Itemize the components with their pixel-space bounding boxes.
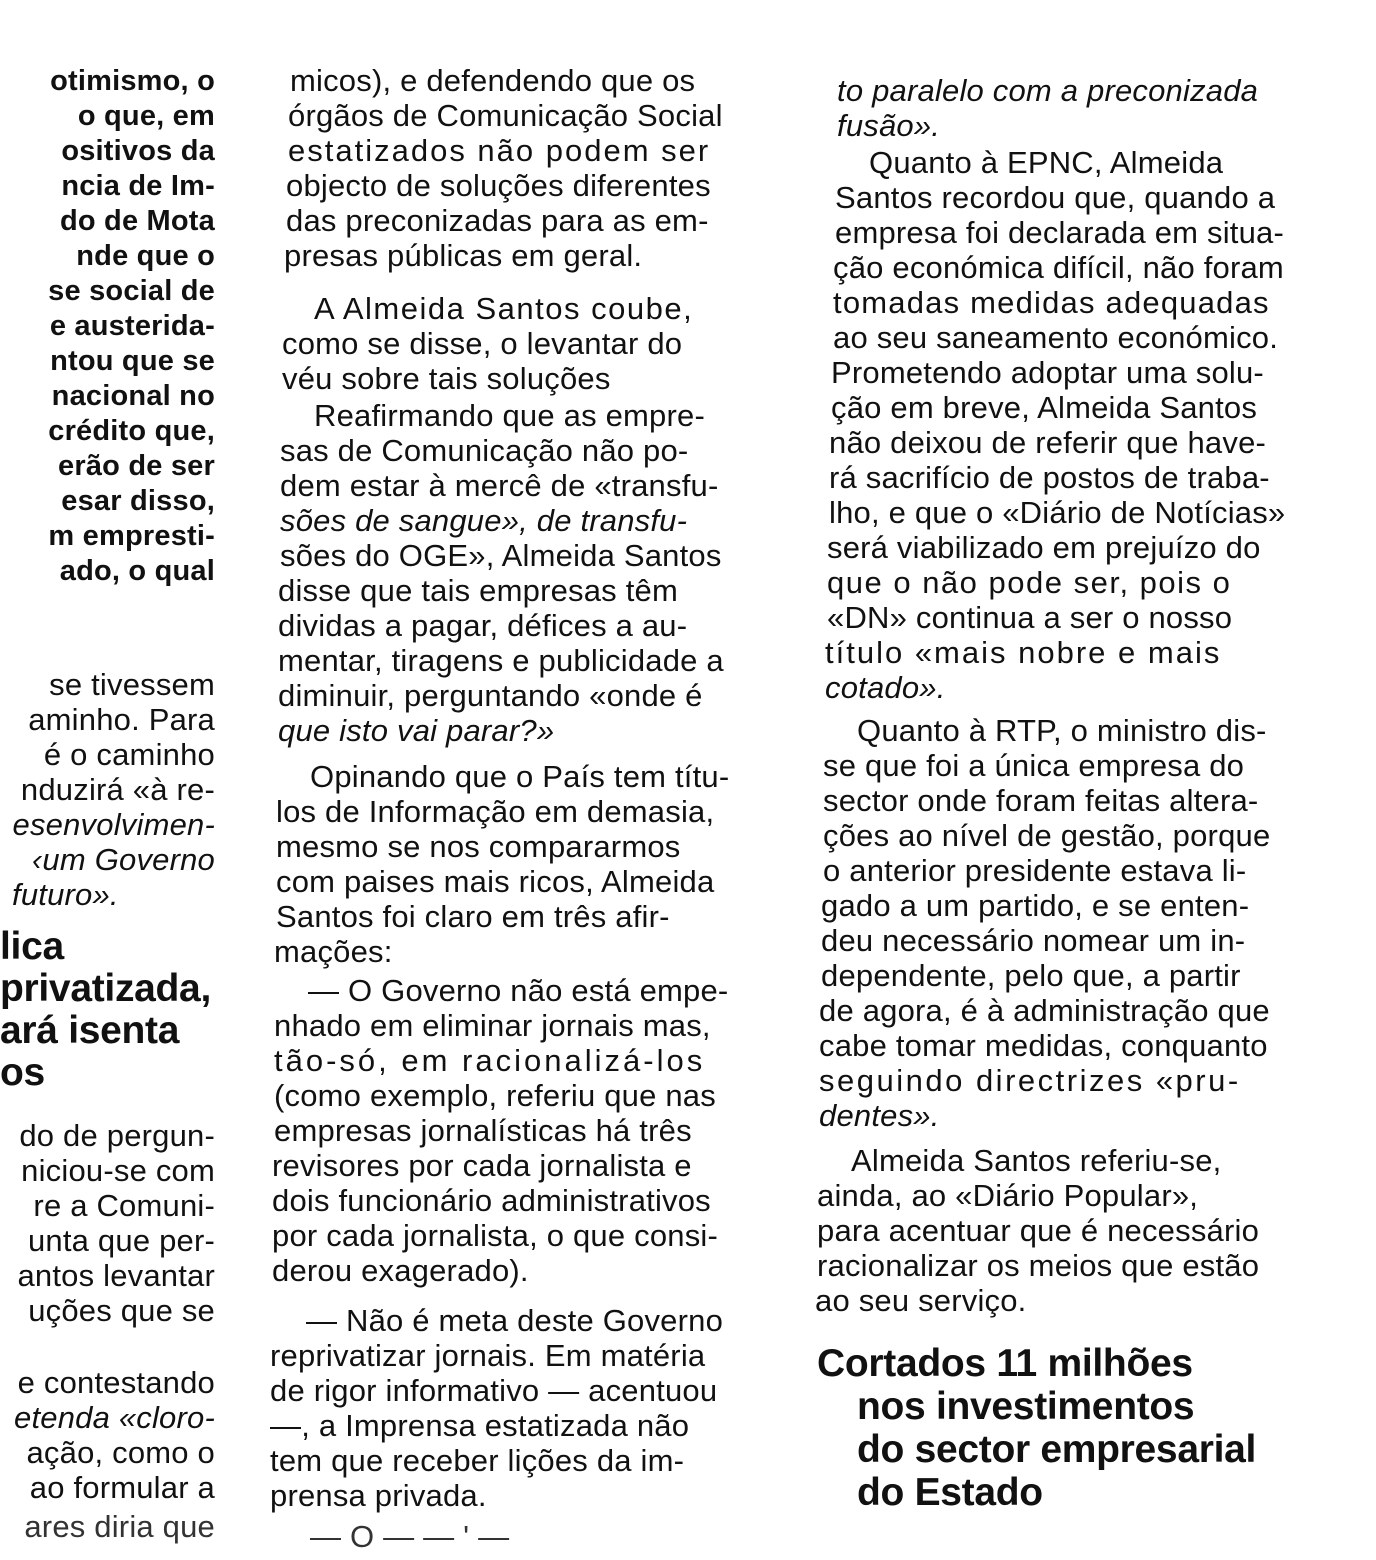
text-line: gado a um partido, e se enten- bbox=[821, 888, 1250, 923]
text-line: ao formular a bbox=[29, 1470, 215, 1505]
text-line: disse que tais empresas têm bbox=[278, 573, 678, 608]
text-line: derou exagerado). bbox=[272, 1253, 529, 1288]
text-line: futuro». bbox=[12, 877, 119, 912]
text-line: nduzirá «à re- bbox=[20, 772, 215, 807]
lead-line: o que, em bbox=[77, 100, 215, 132]
text-line: ções ao nível de gestão, porque bbox=[823, 818, 1271, 853]
text-line: que isto vai parar?» bbox=[278, 713, 555, 748]
text-line: Prometendo adoptar uma solu- bbox=[831, 355, 1264, 390]
text-line: por cada jornalista, o que consi- bbox=[272, 1218, 719, 1253]
text-line: antos levantar bbox=[17, 1258, 215, 1293]
text-line: do de pergun- bbox=[19, 1118, 215, 1153]
lead-line: ncia de Im- bbox=[61, 170, 215, 202]
text-line: ção económica difícil, não foram bbox=[833, 250, 1284, 285]
text-line: Almeida Santos referiu-se, bbox=[851, 1143, 1222, 1178]
text-line: etenda «cloro- bbox=[14, 1400, 215, 1435]
text-line: cotado». bbox=[825, 670, 946, 705]
text-line: — Não é meta deste Governo bbox=[306, 1303, 724, 1338]
text-line: — O — — ' — bbox=[310, 1519, 510, 1554]
text-line: seguindo directrizes «pru- bbox=[819, 1063, 1241, 1098]
lead-line: m empresti- bbox=[48, 520, 215, 552]
text-line: para acentuar que é necessário bbox=[817, 1213, 1260, 1248]
text-line: mentar, tiragens e publicidade a bbox=[278, 643, 724, 678]
text-line: das preconizadas para as em- bbox=[286, 203, 709, 238]
text-line: sector onde foram feitas altera- bbox=[823, 783, 1259, 818]
text-line: não deixou de referir que have- bbox=[829, 425, 1267, 460]
text-line: mações: bbox=[274, 934, 393, 969]
text-line: «DN» continua a ser o nosso bbox=[827, 600, 1233, 635]
text-line: Santos recordou que, quando a bbox=[835, 180, 1276, 215]
text-line: sas de Comunicação não po- bbox=[280, 433, 689, 468]
text-line: órgãos de Comunicação Social bbox=[288, 98, 723, 133]
text-line: revisores por cada jornalista e bbox=[272, 1148, 692, 1183]
text-line: nhado em eliminar jornais mas, bbox=[274, 1008, 711, 1043]
text-line: como se disse, o levantar do bbox=[282, 326, 683, 361]
lead-line: nacional no bbox=[51, 380, 215, 412]
text-line: tão-só, em racionalizá-los bbox=[274, 1043, 706, 1078]
text-line: tem que receber lições da im- bbox=[270, 1443, 685, 1478]
text-line: deu necessário nomear um in- bbox=[821, 923, 1246, 958]
section-headline: do Estado bbox=[857, 1471, 1043, 1514]
section-headline: Cortados 11 milhões bbox=[817, 1342, 1193, 1385]
text-line: ‹um Governo bbox=[31, 842, 215, 877]
text-line: fusão». bbox=[837, 108, 941, 143]
text-line: mesmo se nos compararmos bbox=[276, 829, 681, 864]
section-headline: privatizada, bbox=[0, 967, 211, 1010]
text-line: objecto de soluções diferentes bbox=[286, 168, 711, 203]
text-line: to paralelo com a preconizada bbox=[837, 73, 1259, 108]
text-line: —, a Imprensa estatizada não bbox=[270, 1408, 690, 1443]
text-line: Quanto à RTP, o ministro dis- bbox=[857, 713, 1267, 748]
lead-line: ado, o qual bbox=[59, 555, 215, 587]
section-headline: nos investimentos bbox=[857, 1385, 1195, 1428]
text-line: aminho. Para bbox=[28, 702, 215, 737]
text-line: esenvolvimen- bbox=[12, 807, 215, 842]
text-line: presas públicas em geral. bbox=[284, 238, 643, 273]
text-line: dem estar à mercê de «transfu- bbox=[280, 468, 719, 503]
text-line: ação, como o bbox=[26, 1435, 215, 1470]
lead-line: nde que o bbox=[76, 240, 215, 272]
text-line: racionalizar os meios que estão bbox=[817, 1248, 1260, 1283]
text-line: uções que se bbox=[28, 1293, 215, 1328]
lead-line: esar disso, bbox=[61, 485, 215, 517]
text-line: los de Informação em demasia, bbox=[276, 794, 715, 829]
text-line: o anterior presidente estava li- bbox=[823, 853, 1247, 888]
section-headline: os bbox=[0, 1051, 45, 1094]
text-line: dentes». bbox=[819, 1098, 940, 1133]
text-line: (como exemplo, referiu que nas bbox=[274, 1078, 716, 1113]
lead-line: ositivos da bbox=[61, 135, 215, 167]
text-line: de agora, é à administração que bbox=[819, 993, 1270, 1028]
section-headline: ará isenta bbox=[0, 1009, 180, 1052]
text-line: véu sobre tais soluções bbox=[282, 361, 611, 396]
text-line: niciou-se com bbox=[21, 1153, 215, 1188]
text-line: micos), e defendendo que os bbox=[290, 63, 696, 98]
text-line: ares diria que bbox=[24, 1509, 215, 1544]
lead-line: crédito que, bbox=[48, 415, 215, 447]
text-line: e contestando bbox=[17, 1365, 215, 1400]
text-line: Reafirmando que as empre- bbox=[314, 398, 705, 433]
text-line: unta que per- bbox=[27, 1223, 215, 1258]
text-line: A Almeida Santos coube, bbox=[314, 291, 694, 326]
lead-line: se social de bbox=[48, 275, 215, 307]
text-line: título «mais nobre e mais bbox=[825, 635, 1222, 670]
text-line: de rigor informativo — acentuou bbox=[270, 1373, 718, 1408]
text-line: re a Comuni- bbox=[33, 1188, 215, 1223]
text-line: ainda, ao «Diário Popular», bbox=[817, 1178, 1199, 1213]
text-line: diminuir, perguntando «onde é bbox=[278, 678, 703, 713]
text-line: dois funcionário administrativos bbox=[272, 1183, 711, 1218]
text-line: cabe tomar medidas, conquanto bbox=[819, 1028, 1268, 1063]
section-headline: lica bbox=[0, 925, 64, 968]
text-line: Opinando que o País tem títu- bbox=[310, 759, 730, 794]
text-line: se tivessem bbox=[49, 667, 215, 702]
text-line: com paises mais ricos, Almeida bbox=[276, 864, 715, 899]
text-line: estatizados não podem ser bbox=[288, 133, 711, 168]
text-line: lho, e que o «Diário de Notícias» bbox=[829, 495, 1286, 530]
text-line: dependente, pelo que, a partir bbox=[821, 958, 1241, 993]
text-line: ao seu serviço. bbox=[815, 1283, 1027, 1318]
text-line: ção em breve, Almeida Santos bbox=[831, 390, 1258, 425]
text-line: ao seu saneamento económico. bbox=[833, 320, 1279, 355]
text-line: será viabilizado em prejuízo do bbox=[827, 530, 1261, 565]
text-line: prensa privada. bbox=[270, 1478, 487, 1513]
text-line: reprivatizar jornais. Em matéria bbox=[270, 1338, 706, 1373]
text-line: Santos foi claro em três afir- bbox=[276, 899, 670, 934]
text-line: sões do OGE», Almeida Santos bbox=[280, 538, 722, 573]
text-line: dividas a pagar, défices a au- bbox=[278, 608, 688, 643]
text-line: sões de sangue», de transfu- bbox=[280, 503, 688, 538]
text-line: é o caminho bbox=[43, 737, 215, 772]
text-line: se que foi a única empresa do bbox=[823, 748, 1245, 783]
text-line: rá sacrifício de postos de traba- bbox=[829, 460, 1270, 495]
text-line: — O Governo não está empe- bbox=[308, 973, 729, 1008]
text-line: tomadas medidas adequadas bbox=[833, 285, 1270, 320]
text-line: empresa foi declarada em situa- bbox=[835, 215, 1285, 250]
lead-line: do de Mota bbox=[59, 205, 215, 237]
text-line: que o não pode ser, pois o bbox=[827, 565, 1232, 600]
section-headline: do sector empresarial bbox=[857, 1428, 1257, 1471]
lead-line: e austerida- bbox=[49, 310, 215, 342]
lead-line: erão de ser bbox=[58, 450, 215, 482]
lead-line: otimismo, o bbox=[50, 65, 215, 97]
lead-line: ntou que se bbox=[50, 345, 215, 377]
text-line: empresas jornalísticas há três bbox=[274, 1113, 692, 1148]
text-line: Quanto à EPNC, Almeida bbox=[869, 145, 1224, 180]
